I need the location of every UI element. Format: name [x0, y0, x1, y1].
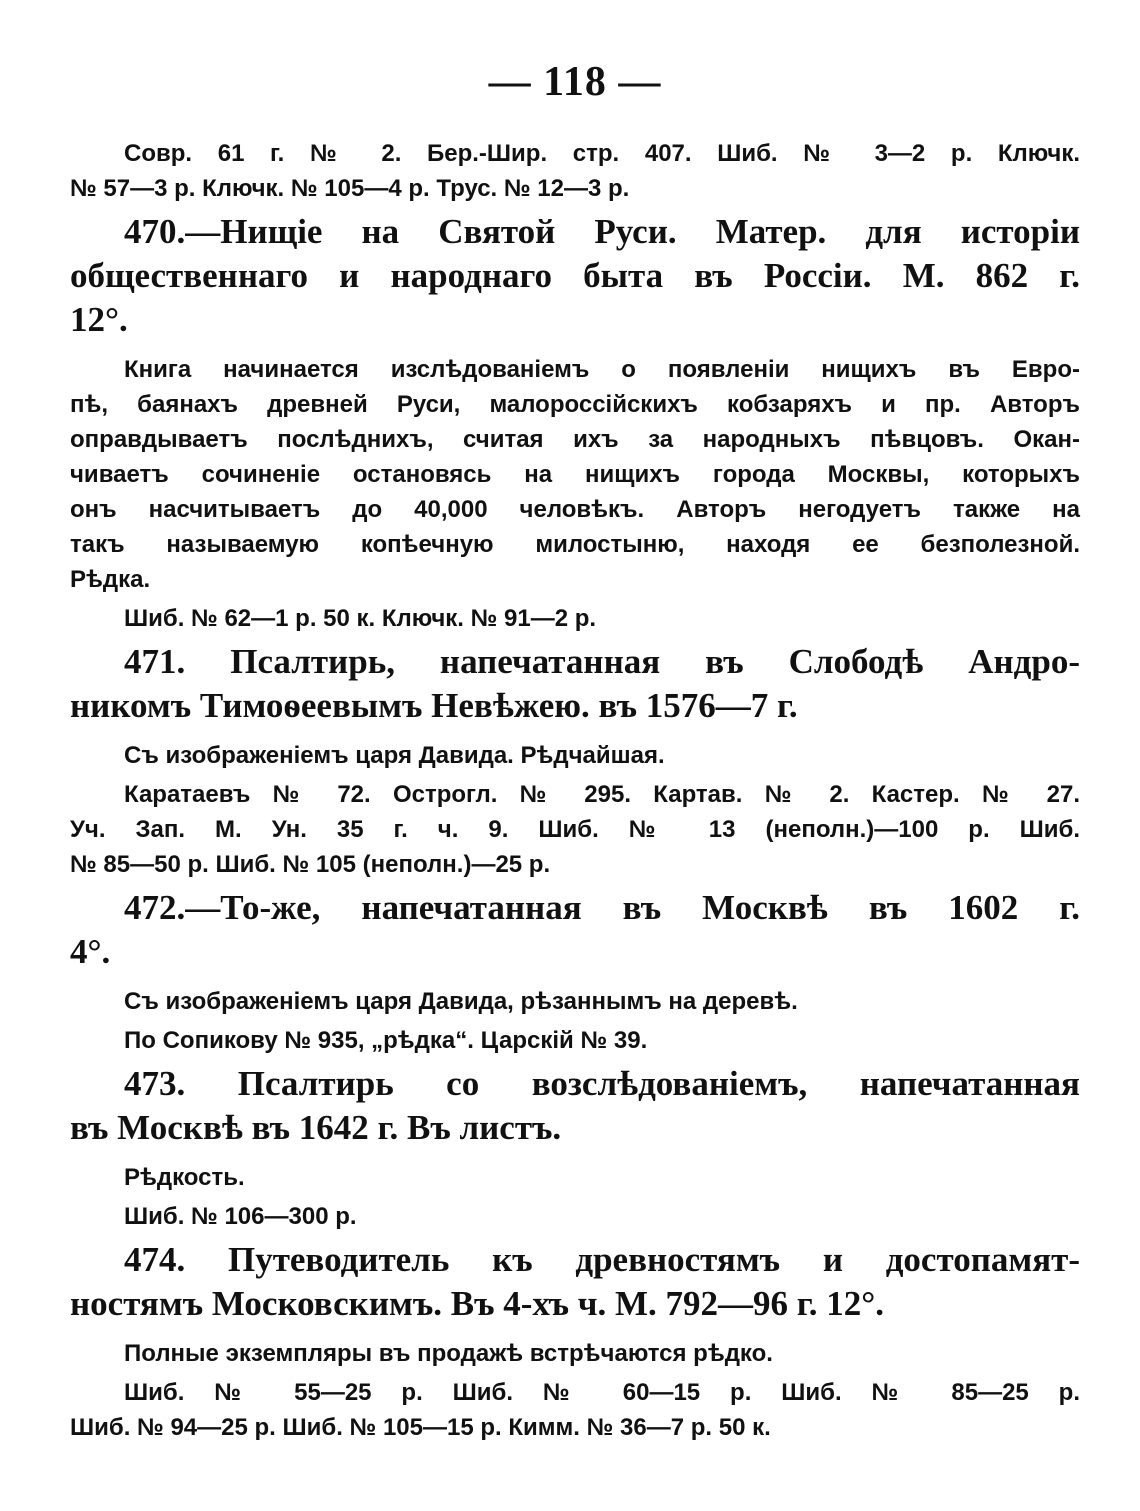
prices-472: [70, 1023, 1080, 1058]
text-line: 12°.: [70, 300, 128, 339]
text-line: 474. Путеводитель къ древностямъ и достопамят-: [124, 1240, 1080, 1279]
text-line: 4°.: [70, 932, 111, 971]
note-472: [70, 984, 1080, 1019]
entry-470: [70, 210, 1080, 342]
note-473: [70, 1160, 1080, 1195]
text-line: 472.—То-же, напечатанная въ Москвѣ въ 1602 г.: [124, 888, 1080, 927]
text-line: Съ изображеніемъ царя Давида, рѣзаннымъ на деревѣ.: [124, 988, 798, 1015]
book-page: [70, 58, 1080, 1445]
text-line: По Сопикову № 935, „рѣдка“. Царскій № 39.: [124, 1027, 648, 1054]
note-474: [70, 1336, 1080, 1371]
entry-473: [70, 1062, 1080, 1150]
prices-continuation: [70, 136, 1080, 206]
text-line: Рѣдкость.: [124, 1164, 245, 1191]
text-line: въ Москвѣ въ 1642 г. Въ листъ.: [70, 1108, 562, 1147]
note-470: [70, 352, 1080, 597]
text-line: пѣ, баянахъ древней Руси, малороссійскихъ кобзаряхъ и пр. Авторъ: [70, 391, 1080, 418]
text-line: 471. Псалтирь, напечатанная въ Слободѣ Андро-: [124, 642, 1080, 681]
text-line: чиваетъ сочиненіе остановясь на нищихъ города Москвы, которыхъ: [70, 461, 1080, 488]
text-line: Съ изображеніемъ царя Давида. Рѣдчайшая.: [124, 742, 665, 769]
text-line: Уч. Зап. М. Ун. 35 г. ч. 9. Шиб. № 13 (неполн.)—100 р. Шиб.: [70, 816, 1080, 843]
text-line: Каратаевъ № 72. Острогл. № 295. Картав. № 2. Кастер. № 27.: [124, 781, 1080, 808]
text-line: 470.—Нищіе на Святой Руси. Матер. для исторіи: [124, 212, 1080, 251]
prices-473: [70, 1199, 1080, 1234]
text-line: такъ называемую копѣечную милостыню, находя ее безполезной.: [70, 531, 1080, 558]
text-line: 473. Псалтирь со возслѣдованіемъ, напечатанная: [124, 1064, 1080, 1103]
prices-474: [70, 1375, 1080, 1445]
text-line: Шиб. № 94—25 р. Шиб. № 105—15 р. Кимм. № 36—7 р. 50 к.: [70, 1414, 771, 1441]
text-line: Книга начинается изслѣдованіемъ о появленіи нищихъ въ Евро-: [124, 356, 1080, 383]
text-line: Шиб. № 106—300 р.: [124, 1203, 357, 1230]
text-line: общественнаго и народнаго быта въ Россіи. М. 862 г.: [70, 256, 1080, 295]
text-line: ностямъ Московскимъ. Въ 4-хъ ч. М. 792—96 г. 12°.: [70, 1284, 884, 1323]
text-line: Шиб. № 62—1 р. 50 к. Ключк. № 91—2 р.: [124, 605, 597, 632]
text-line: Совр. 61 г. № 2. Бер.-Шир. стр. 407. Шиб. № 3—2 р. Ключк.: [124, 140, 1080, 167]
prices-470: [70, 601, 1080, 636]
entry-474: [70, 1238, 1080, 1326]
text-line: № 85—50 р. Шиб. № 105 (неполн.)—25 р.: [70, 851, 551, 878]
text-line: онъ насчитываетъ до 40,000 человѣкъ. Авторъ негодуетъ также на: [70, 496, 1080, 523]
text-line: Полные экземпляры въ продажѣ встрѣчаются рѣдко.: [124, 1340, 773, 1367]
text-line: Шиб. № 55—25 р. Шиб. № 60—15 р. Шиб. № 85—25 р.: [124, 1379, 1080, 1406]
text-line: оправдываетъ послѣднихъ, считая ихъ за народныхъ пѣвцовъ. Окан-: [70, 426, 1080, 453]
text-line: Рѣдка.: [70, 566, 151, 593]
note-471: [70, 738, 1080, 773]
text-line: никомъ Тимоѳеевымъ Невѣжею. въ 1576—7 г.: [70, 686, 798, 725]
text-line: № 57—3 р. Ключк. № 105—4 р. Трус. № 12—3 р.: [70, 175, 630, 202]
prices-471: [70, 777, 1080, 882]
entry-471: [70, 640, 1080, 728]
page-number: — 118 —: [488, 59, 662, 105]
entry-472: [70, 886, 1080, 974]
